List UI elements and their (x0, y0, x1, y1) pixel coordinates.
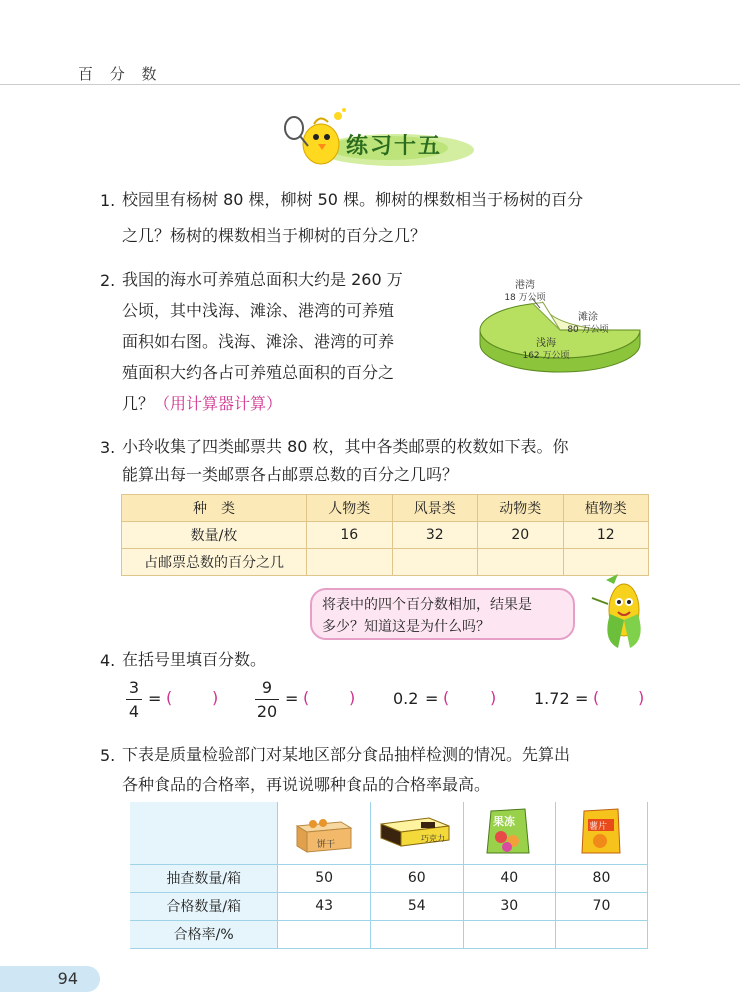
equals-4: = (575, 689, 589, 708)
pass-rate-biscuit (278, 920, 371, 948)
biscuit-label: 饼干 (317, 839, 336, 850)
chips-label: 薯片 (589, 821, 608, 832)
stamp-row-count-label: 数量/枚 (122, 522, 307, 549)
q4-number: 4. (100, 651, 116, 670)
q2-line2: 公顷，其中浅海、滩涂、港湾的可养殖 (122, 301, 395, 320)
stamp-header-plant: 植物类 (563, 495, 649, 522)
stamp-header-scenery: 风景类 (392, 495, 478, 522)
biscuit-box-icon (289, 808, 359, 854)
paren-left-1: ( (166, 688, 173, 707)
chips-bag-icon (576, 805, 626, 857)
pie-value-qianhai: 162 万公顷 (522, 351, 570, 361)
stamp-count-scenery: 32 (392, 522, 478, 549)
q2-line5 (122, 387, 282, 421)
page-number-tab (0, 966, 100, 992)
q1-number: 1. (100, 191, 116, 210)
fraction-9-20 (255, 678, 279, 721)
sampled-chocolate: 60 (370, 864, 463, 892)
pie-value-gangwan: 18 万公顷 (504, 293, 546, 303)
q1-line2: 之几？杨树的棵数相当于柳树的百分之几？ (122, 226, 427, 245)
stamp-percent-animal-blank (478, 549, 564, 576)
fraction2-denominator: 20 (256, 702, 278, 721)
jelly-label: 果冻 (493, 814, 516, 828)
paren-left-3: ( (443, 688, 450, 707)
pass-rate-chips (555, 920, 647, 948)
page-number: 94 (57, 969, 78, 988)
stamp-row-percent-label: 占邮票总数的百分之几 (122, 549, 307, 576)
sampled-chips: 80 (555, 864, 647, 892)
bubble-line2: 多少？知道这是为什么吗？ (322, 619, 490, 635)
paren-left-2: ( (303, 688, 310, 707)
equals-3: = (425, 689, 439, 708)
pass-rate-jelly (463, 920, 555, 948)
q3-line2: 能算出每一类邮票各占邮票总数的百分之几吗？ (122, 465, 459, 484)
bubble-line1: 将表中的四个百分数相加，结果是 (322, 597, 532, 613)
pie-value-tantu: 80 万公顷 (567, 325, 609, 335)
q3-number: 3. (100, 438, 116, 457)
sampled-row-label: 抽查数量/箱 (130, 864, 278, 892)
stamp-percent-plant-blank (563, 549, 649, 576)
chocolate-box-icon (377, 808, 457, 854)
pie-label-gangwan: 港湾 (515, 280, 535, 291)
fraction1-denominator: 4 (128, 702, 140, 721)
qualified-chocolate: 54 (370, 892, 463, 920)
q3-line1: 小玲收集了四类邮票共 80 枚，其中各类邮票的枚数如下表。你 (122, 437, 569, 456)
paren-right-1: ) (212, 688, 219, 707)
qualified-biscuit: 43 (278, 892, 371, 920)
stamp-count-people: 16 (307, 522, 393, 549)
q2-calculator-hint: （用计算器计算） (154, 394, 283, 413)
qualified-jelly: 30 (463, 892, 555, 920)
fraction1-numerator: 3 (128, 678, 140, 697)
stamp-header-animal: 动物类 (478, 495, 564, 522)
food-biscuit (278, 802, 371, 864)
fraction2-numerator: 9 (261, 678, 273, 697)
pie-slice-qianhai (480, 304, 640, 358)
food-header-blank (130, 802, 278, 864)
sampled-jelly: 40 (463, 864, 555, 892)
q5-line1: 下表是质量检验部门对某地区部分食品抽样检测的情况。先算出 (122, 745, 571, 764)
stamp-count-plant: 12 (563, 522, 649, 549)
header-divider (0, 84, 740, 85)
q2-line1: 我国的海水可养殖总面积大约是 260 万 (122, 270, 403, 289)
food-chips (555, 802, 647, 864)
hint-speech-bubble (310, 588, 575, 640)
jelly-bag-icon (479, 805, 539, 857)
food-chocolate (370, 802, 463, 864)
stamp-percent-people-blank (307, 549, 393, 576)
q2-line4: 殖面积大约各占可养殖总面积的百分之 (122, 363, 395, 382)
pie-label-tantu: 滩涂 (578, 312, 598, 323)
qualified-row-label: 合格数量/箱 (130, 892, 278, 920)
pass-rate-chocolate (370, 920, 463, 948)
paren-right-2: ) (349, 688, 356, 707)
paren-left-4: ( (593, 688, 600, 707)
decimal-1-72: 1.72 (534, 689, 570, 708)
pass-rate-row-label: 合格率/% (130, 920, 278, 948)
chocolate-label: 巧克力 (420, 833, 445, 843)
stamp-header-category: 种 类 (122, 495, 307, 522)
stamp-table (121, 494, 649, 576)
area-pie-chart (470, 268, 650, 380)
q5-number: 5. (100, 746, 116, 765)
decimal-0-2: 0.2 (393, 689, 419, 708)
stamp-header-people: 人物类 (307, 495, 393, 522)
equals-1: = (148, 689, 162, 708)
equals-2: = (285, 689, 299, 708)
stamp-percent-scenery-blank (392, 549, 478, 576)
corn-mascot-icon (584, 574, 654, 652)
qualified-chips: 70 (555, 892, 647, 920)
q1-line1: 校园里有杨树 80 棵，柳树 50 棵。柳树的棵数相当于杨树的百分 (122, 190, 584, 209)
q2-line3: 面积如右图。浅海、滩涂、港湾的可养 (122, 332, 395, 351)
food-jelly (463, 802, 555, 864)
pie-label-qianhai: 浅海 (536, 338, 556, 349)
q2-number: 2. (100, 271, 116, 290)
food-inspection-table (130, 802, 648, 949)
q2-line5-text: 几？ (122, 394, 155, 413)
section-header: 百 分 数 (78, 65, 163, 83)
fraction-3-4 (126, 678, 142, 721)
exercise-title: 练习十五 (346, 134, 443, 159)
paren-right-3: ) (490, 688, 497, 707)
q5-line2: 各种食品的合格率，再说说哪种食品的合格率最高。 (122, 775, 491, 794)
stamp-count-animal: 20 (478, 522, 564, 549)
sampled-biscuit: 50 (278, 864, 371, 892)
q4-text: 在括号里填百分数。 (122, 650, 267, 669)
paren-right-4: ) (638, 688, 645, 707)
